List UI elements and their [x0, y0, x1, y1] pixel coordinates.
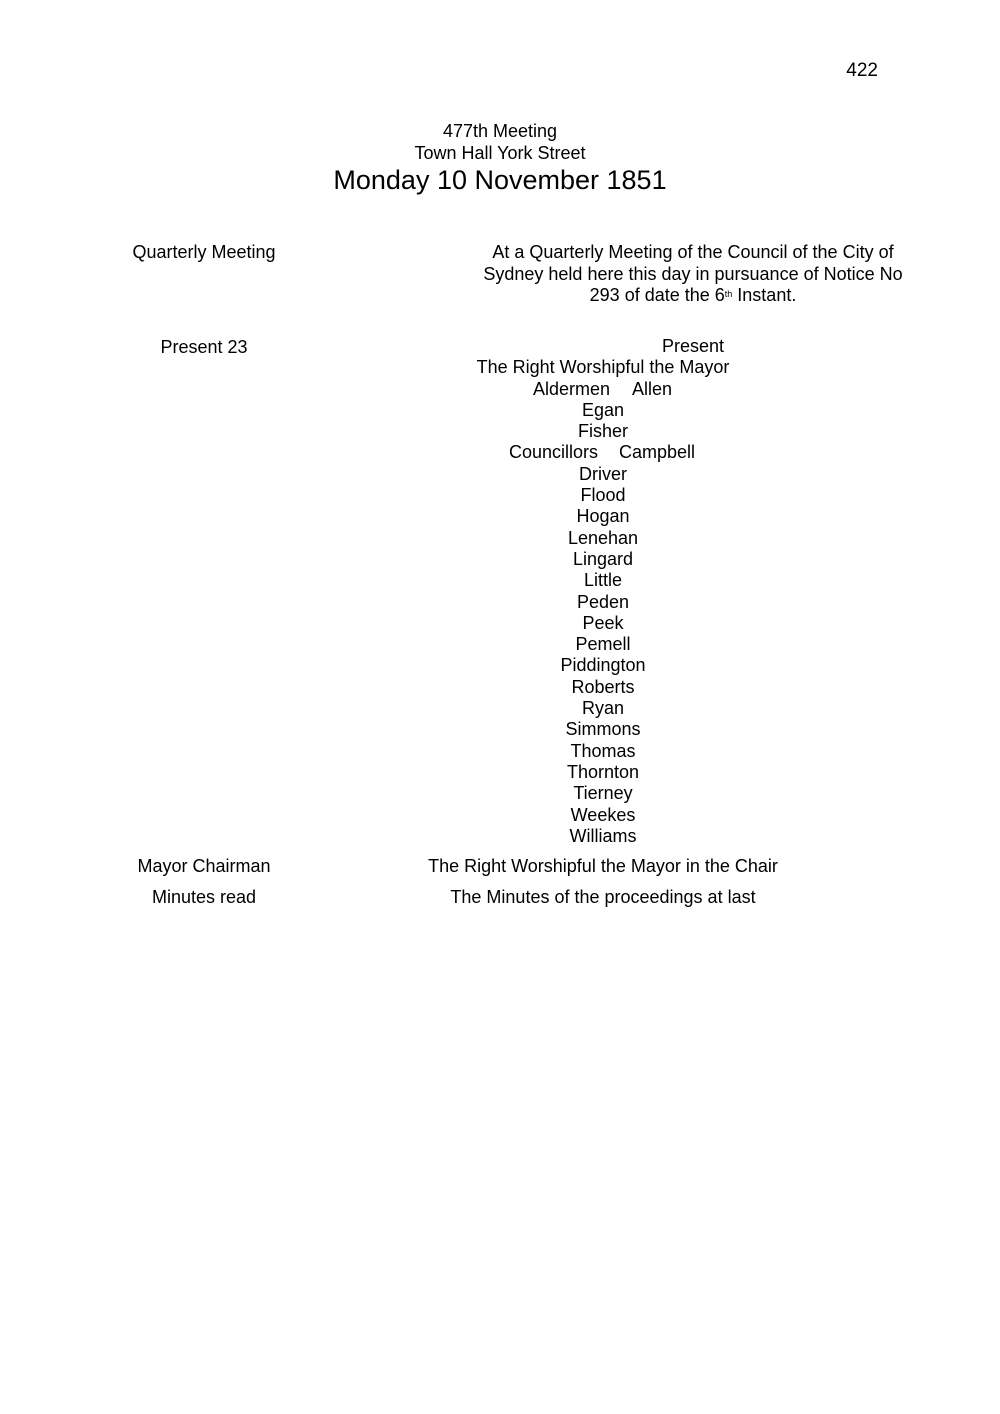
- councillor-name: Thomas: [570, 740, 636, 761]
- present-heading: Present: [662, 336, 725, 356]
- councillor-name: Pemell: [575, 634, 631, 655]
- councillors-label: Councillors: [509, 442, 599, 463]
- margin-note-chair: Mayor Chairman: [137, 856, 271, 876]
- councillor-name: Lenehan: [567, 527, 639, 548]
- councillor-name: Tierney: [573, 783, 633, 804]
- councillor-name: Ryan: [581, 698, 625, 719]
- meeting-number: 477th Meeting: [442, 121, 558, 141]
- councillor-name: Peek: [582, 612, 624, 633]
- alderman-name: Fisher: [577, 421, 628, 442]
- councillor-name: Thornton: [566, 761, 640, 782]
- alderman-name: Allen: [632, 378, 673, 399]
- minutes-line: The Minutes of the proceedings at last: [450, 887, 756, 907]
- councillor-name: Roberts: [571, 676, 635, 697]
- quarterly-text-end: Instant.: [732, 285, 797, 305]
- councillor-name: Piddington: [560, 655, 646, 676]
- councillor-name: Driver: [579, 463, 627, 484]
- meeting-date: Monday 10 November 1851: [333, 165, 667, 195]
- quarterly-text: At a Quarterly Meeting of the Council of the City of Sydney held here this day in pursuance of Notice No 293 of date the 6: [483, 242, 903, 305]
- alderman-name: Egan: [581, 399, 625, 420]
- meeting-venue: Town Hall York Street: [414, 143, 586, 163]
- ordinal-suffix: th: [724, 289, 733, 299]
- councillor-name: Little: [583, 570, 623, 591]
- councillor-name: Simmons: [565, 719, 641, 740]
- councillor-name: Hogan: [576, 506, 630, 527]
- mayor-line: The Right Worshipful the Mayor: [476, 357, 730, 378]
- councillor-name: Flood: [580, 485, 626, 506]
- aldermen-label: Aldermen: [533, 378, 611, 399]
- councillor-name: Weekes: [570, 804, 636, 825]
- councillor-name: Williams: [569, 825, 637, 846]
- councillor-name: Peden: [576, 591, 630, 612]
- margin-note-quarterly: Quarterly Meeting: [132, 242, 276, 262]
- chair-line: The Right Worshipful the Mayor in the Chair: [428, 856, 778, 876]
- councillor-name: Lingard: [572, 548, 634, 569]
- quarterly-paragraph: [470, 242, 916, 307]
- margin-note-minutes: Minutes read: [151, 887, 257, 907]
- attendance-list: [0, 336, 1000, 847]
- page-number: 422: [846, 60, 878, 81]
- councillor-name: Campbell: [619, 442, 696, 463]
- margin-note-present: Present 23: [160, 337, 248, 357]
